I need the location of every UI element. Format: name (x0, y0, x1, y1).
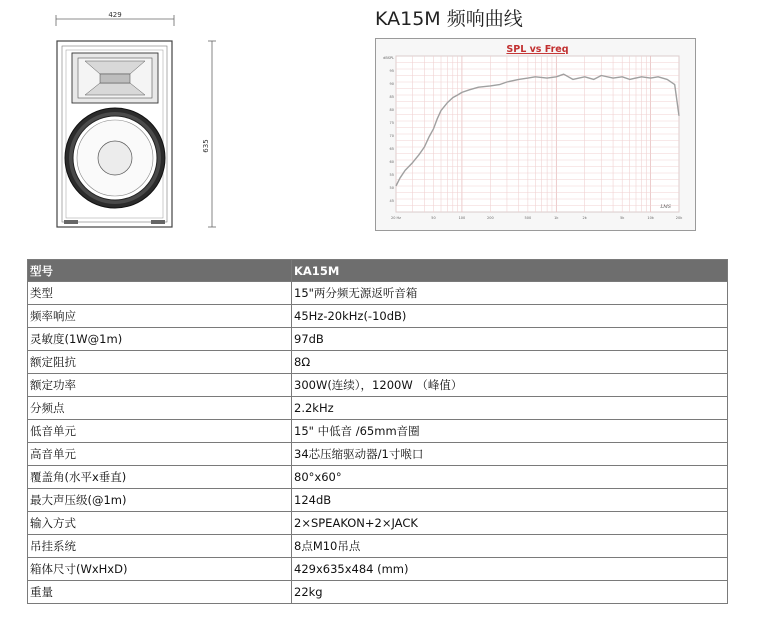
y-tick-label: dBSPL (383, 56, 394, 60)
spec-label: 吊挂系统 (28, 535, 292, 558)
table-row (28, 581, 728, 604)
spec-value: 8Ω (292, 351, 728, 374)
spec-value: 22kg (292, 581, 728, 604)
spec-label: 额定阻抗 (28, 351, 292, 374)
spec-label: 覆盖角(水平x垂直) (28, 466, 292, 489)
x-tick-label: 50 (431, 216, 436, 220)
page-title: KA15M 频响曲线 (375, 8, 523, 30)
spec-label: 低音单元 (28, 420, 292, 443)
spec-label: 类型 (28, 282, 292, 305)
x-tick-label: 1k (554, 216, 559, 220)
width-dimension-label: 429 (108, 11, 122, 19)
spl-chart-svg (376, 39, 695, 230)
spec-label: 输入方式 (28, 512, 292, 535)
spec-value: 97dB (292, 328, 728, 351)
y-tick-label: 60 (389, 160, 394, 164)
table-row (28, 489, 728, 512)
spec-label: 高音单元 (28, 443, 292, 466)
table-row (28, 305, 728, 328)
x-tick-label: 10k (647, 216, 654, 220)
table-row (28, 374, 728, 397)
x-tick-label: 2k (582, 216, 587, 220)
spec-value: 2×SPEAKON+2×JACK (292, 512, 728, 535)
x-tick-label: 20k (675, 216, 683, 220)
spec-label: 最大声压级(@1m) (28, 489, 292, 512)
y-tick-label: 95 (389, 69, 394, 73)
y-tick-label: 45 (389, 199, 394, 203)
table-row (28, 443, 728, 466)
spec-label: 分频点 (28, 397, 292, 420)
spec-label: 额定功率 (28, 374, 292, 397)
spec-value: 429x635x484 (mm) (292, 558, 728, 581)
table-row (28, 512, 728, 535)
y-tick-label: 80 (389, 108, 394, 112)
y-tick-label: 75 (389, 121, 394, 125)
table-row (28, 558, 728, 581)
spec-label: 重量 (28, 581, 292, 604)
spec-value: 15"两分频无源返听音箱 (292, 282, 728, 305)
table-row (28, 328, 728, 351)
spec-value: 45Hz-20kHz(-10dB) (292, 305, 728, 328)
spec-value: 80°x60° (292, 466, 728, 489)
table-row (28, 351, 728, 374)
spec-value: 15" 中低音 /65mm音圈 (292, 420, 728, 443)
chart-annotation: LMS (660, 205, 671, 210)
height-dimension-label: 635 (202, 139, 210, 153)
header-model: KA15M (292, 260, 728, 282)
table-row (28, 397, 728, 420)
table-header-row (28, 260, 728, 282)
spec-value: 2.2kHz (292, 397, 728, 420)
header-label: 型号 (28, 260, 292, 282)
spec-label: 频率响应 (28, 305, 292, 328)
spec-value: 124dB (292, 489, 728, 512)
x-tick-label: 20 Hz (390, 216, 402, 220)
chart-title: SPL vs Freq (506, 44, 569, 55)
table-row (28, 420, 728, 443)
frequency-response-chart (375, 38, 696, 231)
x-tick-label: 100 (458, 216, 466, 220)
table-row (28, 466, 728, 489)
speaker-front-drawing (40, 6, 230, 240)
y-tick-label: 85 (389, 95, 394, 99)
y-tick-label: 90 (389, 82, 394, 86)
x-tick-label: 5k (620, 216, 625, 220)
spec-table (27, 259, 728, 604)
x-tick-label: 200 (486, 216, 494, 220)
spec-value: 300W(连续），1200W （峰值） (292, 374, 728, 397)
table-row (28, 535, 728, 558)
spec-value: 8点M10吊点 (292, 535, 728, 558)
spec-label: 灵敏度(1W@1m) (28, 328, 292, 351)
y-tick-label: 70 (389, 134, 394, 138)
table-row (28, 282, 728, 305)
spec-label: 箱体尺寸(WxHxD) (28, 558, 292, 581)
spec-value: 34芯压缩驱动器/1寸喉口 (292, 443, 728, 466)
y-tick-label: 65 (389, 147, 394, 151)
y-tick-label: 55 (389, 173, 394, 177)
x-tick-label: 500 (524, 216, 532, 220)
y-tick-label: 50 (389, 186, 394, 190)
